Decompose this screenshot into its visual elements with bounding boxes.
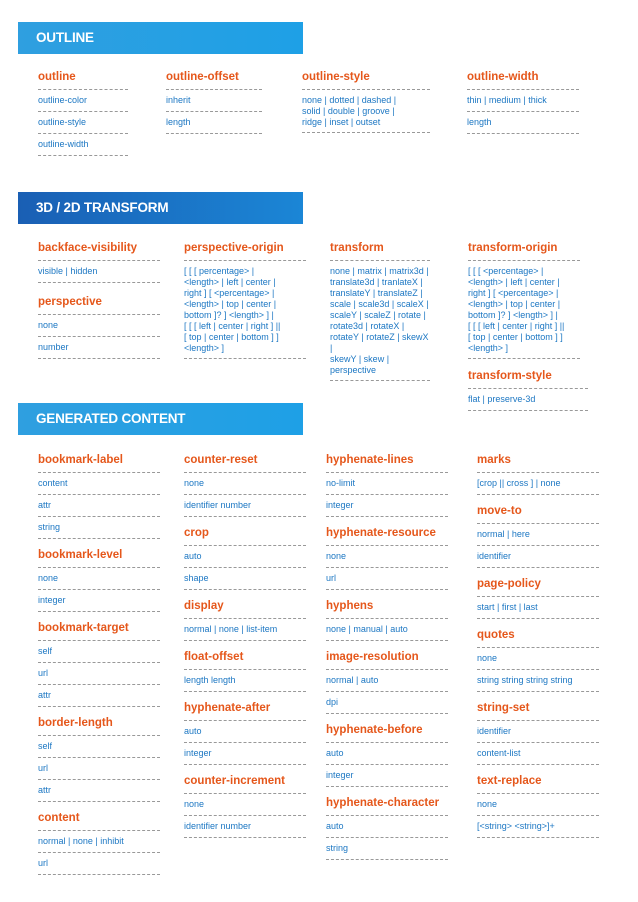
divider bbox=[38, 472, 160, 473]
value: url bbox=[38, 763, 49, 773]
property-bookmark-label bbox=[38, 453, 160, 539]
property-bookmark-level bbox=[38, 548, 160, 612]
divider bbox=[477, 647, 599, 648]
divider bbox=[477, 596, 599, 597]
property-image-resolution bbox=[326, 650, 448, 714]
divider bbox=[166, 133, 262, 134]
property-bookmark-target bbox=[38, 621, 160, 707]
property-outline bbox=[38, 70, 128, 156]
value-line: perspective bbox=[330, 365, 377, 375]
value-line: right ] [ <percentage> | bbox=[184, 288, 275, 298]
divider bbox=[477, 793, 599, 794]
property-transform-style bbox=[468, 369, 588, 411]
generated-column-4 bbox=[477, 453, 599, 847]
property-counter-increment bbox=[184, 774, 306, 838]
divider bbox=[467, 89, 579, 90]
divider bbox=[326, 545, 448, 546]
property-transform bbox=[330, 241, 430, 381]
generated-column-2 bbox=[184, 453, 306, 847]
property-perspective bbox=[38, 295, 160, 359]
value-line: [ top | center | bottom ] ] bbox=[468, 332, 563, 342]
value-line: rotateY | rotateZ | skewX | bbox=[330, 332, 429, 353]
property-name: perspective-origin bbox=[184, 242, 284, 254]
value: auto bbox=[184, 726, 202, 736]
value-block bbox=[184, 264, 306, 358]
divider bbox=[326, 669, 448, 670]
property-hyphenate-before bbox=[326, 723, 448, 787]
value: [crop || cross ] | none bbox=[477, 478, 561, 488]
divider bbox=[468, 260, 580, 261]
property-name: image-resolution bbox=[326, 651, 419, 663]
divider bbox=[184, 691, 306, 692]
value: start | first | last bbox=[477, 602, 538, 612]
divider bbox=[38, 260, 160, 261]
divider bbox=[184, 358, 306, 359]
property-name: hyphenate-character bbox=[326, 797, 440, 809]
section-banner-transform: 3D / 2D TRANSFORM bbox=[18, 192, 303, 224]
divider bbox=[326, 618, 448, 619]
value-line: skewY | skew | bbox=[330, 354, 390, 364]
value-line: none | matrix | matrix3d | bbox=[330, 266, 429, 276]
value: integer bbox=[38, 595, 66, 605]
divider bbox=[38, 538, 160, 539]
section-banner-outline: OUTLINE bbox=[18, 22, 303, 54]
divider bbox=[326, 815, 448, 816]
divider bbox=[477, 523, 599, 524]
value: integer bbox=[326, 500, 354, 510]
property-name: hyphenate-after bbox=[184, 702, 271, 714]
property-hyphenate-resource bbox=[326, 526, 448, 590]
value-line: [ [ [ left | center | right ] || bbox=[184, 321, 281, 331]
value-line: scaleY | scaleZ | rotate | bbox=[330, 310, 426, 320]
value: identifier bbox=[477, 551, 512, 561]
generated-column-3 bbox=[326, 453, 448, 869]
property-name: transform-origin bbox=[468, 242, 558, 254]
value-line: bottom ]? ] <length> ] | bbox=[184, 310, 274, 320]
value: length length bbox=[184, 675, 236, 685]
value: none bbox=[477, 799, 498, 809]
property-counter-reset bbox=[184, 453, 306, 517]
divider bbox=[326, 742, 448, 743]
value-block bbox=[330, 264, 430, 380]
property-quotes bbox=[477, 628, 599, 692]
divider bbox=[38, 567, 160, 568]
property-display bbox=[184, 599, 306, 641]
value-line: [ [ [ <percentage> | bbox=[468, 266, 544, 276]
value: none bbox=[38, 320, 59, 330]
value: content-list bbox=[477, 748, 521, 758]
property-name: counter-increment bbox=[184, 775, 285, 787]
value-block bbox=[302, 93, 430, 132]
value: none bbox=[184, 799, 205, 809]
divider bbox=[326, 640, 448, 641]
value-line: <length> | left | center | bbox=[468, 277, 560, 287]
value: none bbox=[38, 573, 59, 583]
value: integer bbox=[326, 770, 354, 780]
divider bbox=[38, 801, 160, 802]
divider bbox=[184, 545, 306, 546]
property-name: marks bbox=[477, 454, 511, 466]
property-name: crop bbox=[184, 527, 209, 539]
value: none bbox=[477, 653, 498, 663]
divider bbox=[468, 388, 588, 389]
divider bbox=[184, 640, 306, 641]
property-name: text-replace bbox=[477, 775, 542, 787]
property-name: perspective bbox=[38, 296, 102, 308]
property-name: outline-style bbox=[302, 71, 370, 83]
divider bbox=[184, 260, 306, 261]
value-line: rotate3d | rotateX | bbox=[330, 321, 405, 331]
value-line: ridge | inset | outset bbox=[302, 117, 381, 127]
divider bbox=[38, 282, 160, 283]
value-line: right ] [ <percentage> | bbox=[468, 288, 559, 298]
property-outline-width bbox=[467, 70, 579, 134]
property-name: string-set bbox=[477, 702, 530, 714]
divider bbox=[330, 260, 430, 261]
value: content bbox=[38, 478, 68, 488]
value: length bbox=[467, 117, 492, 127]
divider bbox=[184, 837, 306, 838]
property-name: backface-visibility bbox=[38, 242, 138, 254]
property-name: bookmark-target bbox=[38, 622, 129, 634]
value: normal | here bbox=[477, 529, 530, 539]
property-name: hyphens bbox=[326, 600, 374, 612]
divider bbox=[477, 720, 599, 721]
property-page-policy bbox=[477, 577, 599, 619]
property-name: counter-reset bbox=[184, 454, 258, 466]
property-name: border-length bbox=[38, 717, 113, 729]
value: identifier bbox=[477, 726, 512, 736]
divider bbox=[326, 589, 448, 590]
value: auto bbox=[184, 551, 202, 561]
property-move-to bbox=[477, 504, 599, 568]
property-name: page-policy bbox=[477, 578, 541, 590]
divider bbox=[326, 516, 448, 517]
value: normal | auto bbox=[326, 675, 379, 685]
value: string bbox=[326, 843, 349, 853]
divider bbox=[38, 706, 160, 707]
divider bbox=[38, 830, 160, 831]
value-line: [ [ [ left | center | right ] || bbox=[468, 321, 565, 331]
divider bbox=[184, 589, 306, 590]
divider bbox=[38, 314, 160, 315]
property-name: hyphenate-lines bbox=[326, 454, 414, 466]
generated-column-1 bbox=[38, 453, 160, 884]
divider bbox=[302, 132, 430, 133]
property-border-length bbox=[38, 716, 160, 802]
divider bbox=[38, 735, 160, 736]
divider bbox=[38, 155, 128, 156]
property-marks bbox=[477, 453, 599, 495]
property-name: move-to bbox=[477, 505, 522, 517]
property-name: outline bbox=[38, 71, 76, 83]
value: string string string string bbox=[477, 675, 573, 685]
property-outline-style bbox=[302, 70, 430, 133]
divider bbox=[477, 764, 599, 765]
value: self bbox=[38, 646, 53, 656]
value: url bbox=[38, 858, 49, 868]
value-line: <length> ] bbox=[184, 343, 225, 353]
divider bbox=[184, 720, 306, 721]
value: number bbox=[38, 342, 69, 352]
value-line: bottom ]? ] <length> ] | bbox=[468, 310, 558, 320]
property-backface-visibility bbox=[38, 241, 160, 283]
value-line: <length> ] bbox=[468, 343, 509, 353]
value-line: translate3d | tranlateX | bbox=[330, 277, 423, 287]
section-banner-generated-content: GENERATED CONTENT bbox=[18, 403, 303, 435]
divider bbox=[184, 793, 306, 794]
property-name: transform-style bbox=[468, 370, 552, 382]
divider bbox=[302, 89, 430, 90]
value: integer bbox=[184, 748, 212, 758]
value: dpi bbox=[326, 697, 339, 707]
value-line: <length> | left | center | bbox=[184, 277, 276, 287]
divider bbox=[477, 691, 599, 692]
value: visible | hidden bbox=[38, 266, 98, 276]
value-line: <length> | top | center | bbox=[468, 299, 561, 309]
value-line: [ top | center | bottom ] ] bbox=[184, 332, 279, 342]
value: self bbox=[38, 741, 53, 751]
value: string bbox=[38, 522, 61, 532]
value: identifier number bbox=[184, 500, 252, 510]
value-line: none | dotted | dashed | bbox=[302, 95, 397, 105]
property-name: quotes bbox=[477, 629, 515, 641]
value: outline-color bbox=[38, 95, 88, 105]
value: normal | none | inhibit bbox=[38, 836, 124, 846]
property-transform-origin bbox=[468, 241, 580, 359]
divider bbox=[38, 358, 160, 359]
value: thin | medium | thick bbox=[467, 95, 547, 105]
property-hyphenate-lines bbox=[326, 453, 448, 517]
property-content bbox=[38, 811, 160, 875]
divider bbox=[477, 618, 599, 619]
value-line: scale | scale3d | scaleX | bbox=[330, 299, 429, 309]
value: auto bbox=[326, 821, 344, 831]
value: inherit bbox=[166, 95, 191, 105]
divider bbox=[477, 472, 599, 473]
value: none | manual | auto bbox=[326, 624, 408, 634]
divider bbox=[326, 786, 448, 787]
value: [<string> <string>]+ bbox=[477, 821, 555, 831]
divider bbox=[468, 410, 588, 411]
value: url bbox=[326, 573, 337, 583]
value: outline-style bbox=[38, 117, 87, 127]
divider bbox=[184, 516, 306, 517]
property-hyphenate-character bbox=[326, 796, 448, 860]
property-name: float-offset bbox=[184, 651, 244, 663]
property-hyphens bbox=[326, 599, 448, 641]
property-outline-offset bbox=[166, 70, 262, 134]
property-name: outline-offset bbox=[166, 71, 239, 83]
property-name: hyphenate-before bbox=[326, 724, 423, 736]
property-name: content bbox=[38, 812, 80, 824]
value-line: [ [ [ percentage> | bbox=[184, 266, 255, 276]
value: length bbox=[166, 117, 191, 127]
divider bbox=[477, 837, 599, 838]
property-name: transform bbox=[330, 242, 384, 254]
divider bbox=[326, 713, 448, 714]
value: attr bbox=[38, 785, 52, 795]
divider bbox=[184, 472, 306, 473]
divider bbox=[468, 358, 580, 359]
divider bbox=[477, 567, 599, 568]
value: none bbox=[326, 551, 347, 561]
value: normal | none | list-item bbox=[184, 624, 278, 634]
value: no-limit bbox=[326, 478, 356, 488]
value: attr bbox=[38, 690, 52, 700]
property-name: bookmark-label bbox=[38, 454, 123, 466]
property-hyphenate-after bbox=[184, 701, 306, 765]
value: url bbox=[38, 668, 49, 678]
property-text-replace bbox=[477, 774, 599, 838]
divider bbox=[166, 89, 262, 90]
value: outline-width bbox=[38, 139, 89, 149]
divider bbox=[184, 618, 306, 619]
property-string-set bbox=[477, 701, 599, 765]
value-line: solid | double | groove | bbox=[302, 106, 395, 116]
divider bbox=[326, 859, 448, 860]
divider bbox=[184, 669, 306, 670]
divider bbox=[326, 472, 448, 473]
value: flat | preserve-3d bbox=[468, 394, 536, 404]
divider bbox=[477, 494, 599, 495]
property-name: display bbox=[184, 600, 224, 612]
property-name: outline-width bbox=[467, 71, 539, 83]
value-line: <length> | top | center | bbox=[184, 299, 277, 309]
value-block bbox=[468, 264, 580, 358]
property-float-offset bbox=[184, 650, 306, 692]
divider bbox=[38, 611, 160, 612]
divider bbox=[38, 640, 160, 641]
value: auto bbox=[326, 748, 344, 758]
divider bbox=[38, 874, 160, 875]
divider bbox=[38, 89, 128, 90]
property-name: bookmark-level bbox=[38, 549, 123, 561]
divider bbox=[184, 764, 306, 765]
property-perspective-origin bbox=[184, 241, 306, 359]
value: shape bbox=[184, 573, 209, 583]
divider bbox=[467, 133, 579, 134]
value: none bbox=[184, 478, 205, 488]
property-crop bbox=[184, 526, 306, 590]
property-name: hyphenate-resource bbox=[326, 527, 436, 539]
value: identifier number bbox=[184, 821, 252, 831]
value-line: translateY | translateZ | bbox=[330, 288, 423, 298]
divider bbox=[330, 380, 430, 381]
value: attr bbox=[38, 500, 52, 510]
